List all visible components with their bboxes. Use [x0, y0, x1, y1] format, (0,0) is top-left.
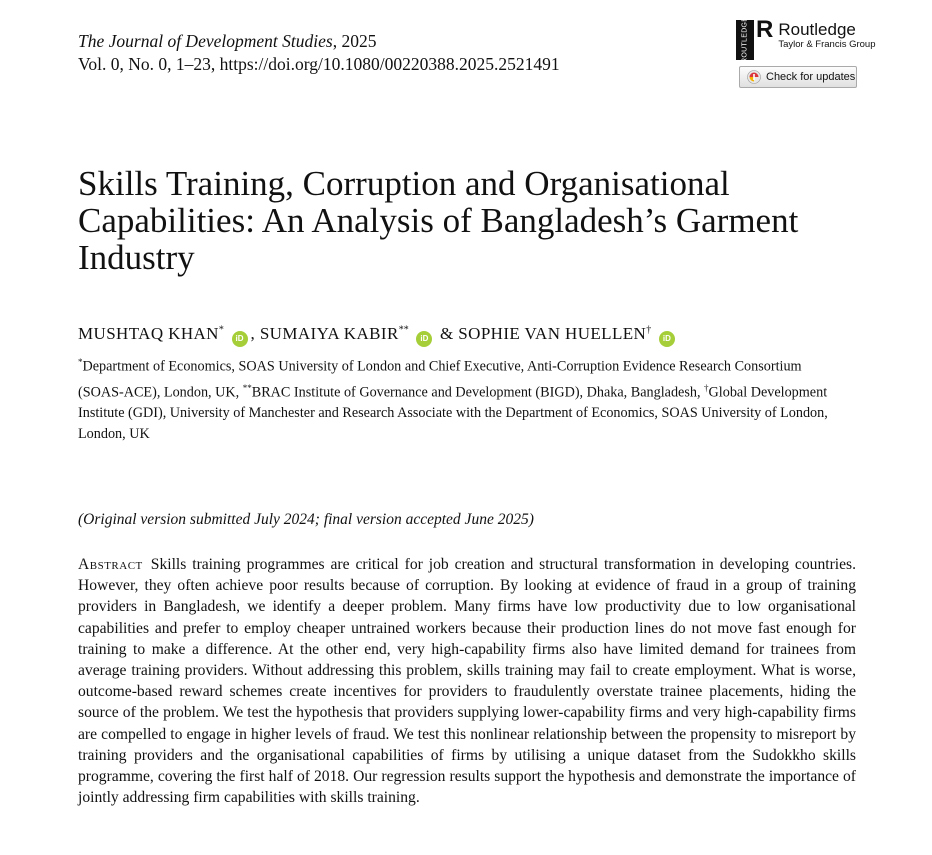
- publisher-group: Taylor & Francis Group: [778, 39, 876, 50]
- journal-name: The Journal of Development Studies: [78, 31, 333, 51]
- author-list: [78, 324, 678, 347]
- author-mark: **: [398, 324, 409, 336]
- author-name: SUMAIYA KABIR: [259, 324, 399, 343]
- journal-title-line: The Journal of Development Studies, 2025: [78, 31, 377, 51]
- abstract: [78, 554, 856, 808]
- affiliation-text: Global Development Institute (GDI), University of Manchester and Research Associate with the Department of Economics, SOAS University of London, London, UK: [78, 384, 828, 443]
- orcid-icon[interactable]: iD: [232, 331, 248, 347]
- publisher-logo[interactable]: [736, 16, 876, 64]
- check-updates-icon: [747, 70, 761, 84]
- abstract-text: Skills training programmes are critical for job creation and structural transformation in developing countries. However, they often achieve poor results because of corruption. By looking at evidence of fraud in a group of training providers in Bangladesh, we identify a deeper problem. Many firms have low productivity due to low organisational capabilities and prefer to employ cheaper untrained workers because their production lines do not move fast enough for training to make a difference. At the other end, very high-capability firms also have limited demand for trainees from average training providers. Without addressing this problem, skills training may fail to create employment. What is worse, outcome-based reward schemes create incentives for providers to fraudulently overstate trainee placements, hiding the source of the problem. We test the hypothesis that providers supplying lower-capability firms and very high-capability firms are compelled to engage in higher levels of fraud. We test this nonlinear relationship between the propensity to misreport by training providers and the organisational capabilities of firms by utilising a unique dataset from the Sudokkho skills programme, covering the first half of 2018. Our regression results support the hypothesis and demonstrate the importance of jointly addressing firm capabilities with skills training.: [78, 556, 856, 807]
- affiliations: [78, 352, 838, 445]
- affiliation-mark: *: [78, 357, 83, 367]
- publisher-name: Routledge: [778, 20, 856, 39]
- submission-dates: (Original version submitted July 2024; final version accepted June 2025): [78, 511, 534, 528]
- author-separator: &: [435, 324, 459, 343]
- citation-line: Vol. 0, No. 0, 1–23, https://doi.org/10.1080/00220388.2025.2521491: [78, 54, 560, 74]
- author-mark: †: [646, 324, 652, 336]
- journal-header: [78, 30, 560, 76]
- author-mark: *: [218, 324, 224, 336]
- author-name: SOPHIE VAN HUELLEN: [458, 324, 647, 343]
- affiliation-mark: **: [242, 382, 252, 393]
- routledge-r-icon: R: [756, 16, 774, 43]
- routledge-spine-icon: ROUTLEDGE: [736, 20, 754, 60]
- author-separator: ,: [250, 324, 260, 343]
- check-for-updates-button[interactable]: [739, 66, 857, 88]
- orcid-icon[interactable]: iD: [659, 331, 675, 347]
- affiliation-mark: †: [704, 382, 709, 393]
- article-title: Skills Training, Corruption and Organisational Capabilities: An Analysis of Bangladesh’s Garment Industry: [78, 164, 799, 277]
- affiliation-text: BRAC Institute of Governance and Development (BIGD), Dhaka, Bangladesh,: [251, 384, 705, 401]
- check-updates-label: Check for updates: [766, 71, 856, 83]
- orcid-icon[interactable]: iD: [416, 331, 432, 347]
- abstract-label: Abstract: [78, 556, 143, 573]
- journal-year: 2025: [341, 31, 377, 51]
- author-name: MUSHTAQ KHAN: [78, 324, 219, 343]
- affiliation-text: Department of Economics, SOAS University of London and Chief Executive, Anti-Corruption Evidence Research Consortium (SOAS-ACE), London, UK,: [78, 358, 802, 401]
